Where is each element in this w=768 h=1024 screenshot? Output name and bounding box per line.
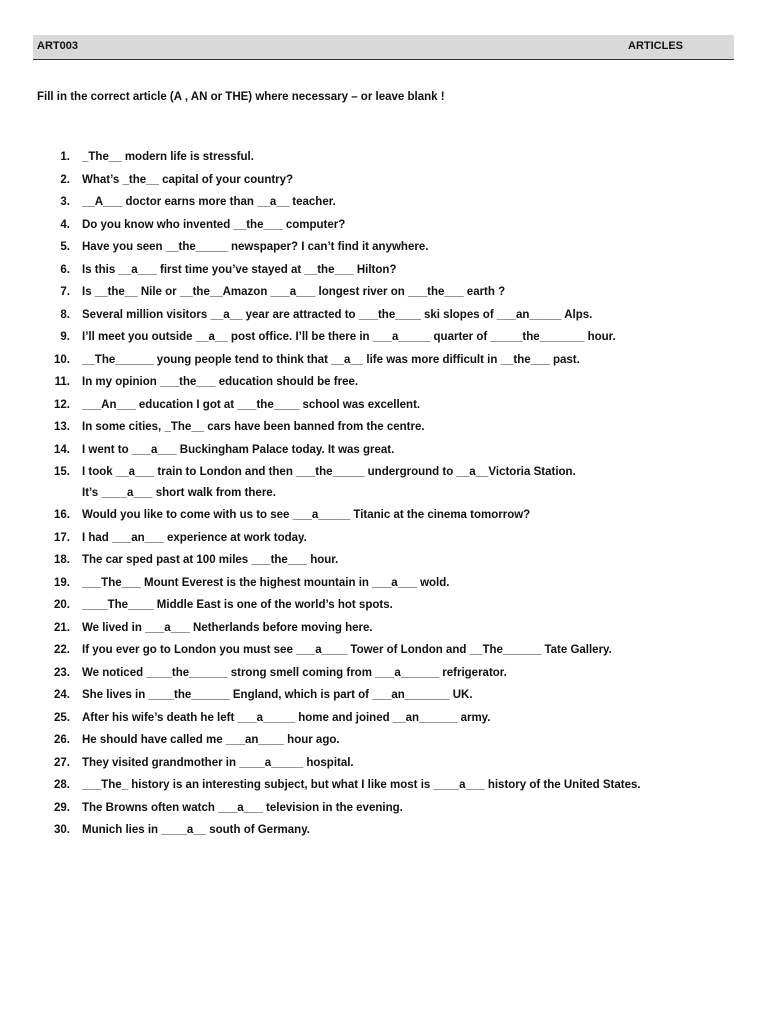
item-number: 15. [54,466,70,478]
exercise-item [0,283,768,306]
item-number: 7. [60,286,70,298]
item-sentence: Have you seen __the_____ newspaper? I can’t find it anywhere. [82,241,429,253]
item-sentence: ___The___ Mount Everest is the highest mountain in ___a___ wold. [82,576,450,589]
item-sentence: ___An___ education I got at ___the____ school was excellent. [82,398,421,411]
exercise-item [0,529,768,552]
exercise-item [0,148,768,171]
item-sentence: I had ___an___ experience at work today. [82,531,307,544]
exercise-item [0,328,768,351]
item-number: 16. [54,509,70,521]
exercise-list [0,148,768,844]
item-number: 22. [54,644,70,656]
item-sentence-continuation: It’s ____a___ short walk from there. [82,487,276,499]
header-bar [33,35,734,60]
exercise-item [0,238,768,261]
item-sentence: Would you like to come with us to see ___a_____ Titanic at the cinema tomorrow? [82,509,531,521]
worksheet-title: ARTICLES [628,40,683,52]
item-number: 27. [54,756,70,769]
item-sentence: In my opinion ___the___ education should be free. [82,376,359,388]
exercise-item [0,664,768,687]
item-sentence: We lived in ___a___ Netherlands before moving here. [82,621,373,634]
item-number: 24. [54,689,70,701]
exercise-item [0,641,768,664]
item-sentence: I went to ___a___ Buckingham Palace today. It was great. [82,443,395,456]
exercise-item [0,373,768,396]
item-sentence: Several million visitors __a__ year are attracted to ___the____ ski slopes of ___an_____ Alps. [82,308,593,321]
item-sentence: They visited grandmother in ____a_____ hospital. [82,756,354,769]
item-sentence: The car sped past at 100 miles ___the___ hour. [82,554,339,566]
item-number: 14. [54,443,70,456]
exercise-item [0,193,768,216]
exercise-item [0,506,768,529]
exercise-item [0,799,768,822]
item-sentence: _The__ modern life is stressful. [82,151,254,163]
exercise-item [0,619,768,642]
item-sentence: ___The_ history is an interesting subject, but what I like most is ____a___ history of the United States. [82,779,641,791]
exercise-item [0,306,768,329]
item-number: 1. [60,151,70,163]
exercise-item [0,754,768,777]
item-number: 2. [60,173,70,186]
exercise-item [0,551,768,574]
exercise-item [0,731,768,754]
item-number: 19. [54,576,70,589]
exercise-item [0,709,768,732]
item-sentence [82,463,576,502]
item-number: 12. [54,398,70,411]
item-sentence: ____The____ Middle East is one of the world’s hot spots. [82,599,393,611]
item-sentence: After his wife’s death he left ___a_____ home and joined __an______ army. [82,711,491,724]
item-number: 28. [54,779,70,791]
item-number: 3. [60,196,70,208]
exercise-item [0,351,768,374]
worksheet-code: ART003 [37,40,78,52]
item-sentence: She lives in ____the______ England, which is part of ___an_______ UK. [82,689,473,701]
item-number: 25. [54,711,70,724]
item-sentence: In some cities, _The__ cars have been banned from the centre. [82,421,425,433]
item-sentence: We noticed ____the______ strong smell coming from ___a______ refrigerator. [82,666,507,679]
item-number: 21. [54,621,70,634]
item-number: 8. [60,308,70,321]
exercise-item [0,396,768,419]
exercise-item [0,171,768,194]
item-sentence: What’s _the__ capital of your country? [82,173,294,186]
exercise-item [0,216,768,239]
item-number: 10. [54,353,70,366]
item-number: 6. [60,263,70,276]
exercise-item [0,596,768,619]
item-sentence: Is this __a___ first time you’ve stayed at __the___ Hilton? [82,263,397,276]
exercise-item [0,463,768,506]
item-sentence: __The______ young people tend to think that __a__ life was more difficult in __the___ past. [82,353,580,366]
exercise-item [0,441,768,464]
item-sentence: Munich lies in ____a__ south of Germany. [82,824,310,836]
item-number: 30. [54,824,70,836]
item-number: 17. [54,531,70,544]
item-number: 20. [54,599,70,611]
exercise-item [0,418,768,441]
item-sentence: I’ll meet you outside __a__ post office. I’ll be there in ___a_____ quarter of _____the_______ hour. [82,331,616,343]
item-number: 11. [54,376,70,388]
item-number: 4. [60,218,70,231]
exercise-item [0,574,768,597]
item-sentence: The Browns often watch ___a___ television in the evening. [82,801,403,814]
item-number: 29. [54,801,70,814]
item-sentence: If you ever go to London you must see ___a____ Tower of London and __The______ Tate Gallery. [82,644,612,656]
item-number: 9. [60,331,70,343]
item-sentence: Do you know who invented __the___ computer? [82,218,346,231]
exercise-item [0,261,768,284]
exercise-item [0,776,768,799]
exercise-item [0,686,768,709]
item-sentence: Is __the__ Nile or __the__Amazon ___a___ longest river on ___the___ earth ? [82,286,506,298]
item-sentence: He should have called me ___an____ hour ago. [82,734,340,746]
item-sentence-line: I took __a___ train to London and then ___the_____ underground to __a__Victoria Station. [82,466,576,478]
item-number: 5. [60,241,70,253]
item-number: 18. [54,554,70,566]
item-number: 13. [54,421,70,433]
item-number: 23. [54,666,70,679]
exercise-item [0,821,768,844]
item-sentence: __A___ doctor earns more than __a__ teacher. [82,196,336,208]
instructions: Fill in the correct article (A , AN or THE) where necessary – or leave blank ! [37,91,445,103]
item-number: 26. [54,734,70,746]
